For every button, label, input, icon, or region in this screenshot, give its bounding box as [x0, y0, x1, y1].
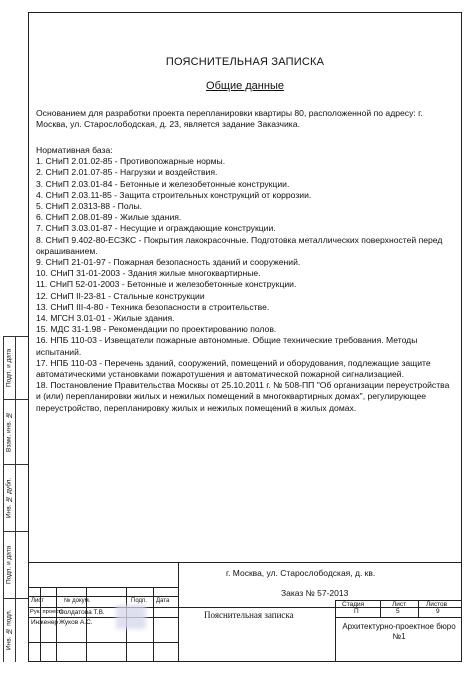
list-item: 9. СНиП 21-01-97 - Пожарная безопасность зданий и сооружений.: [36, 257, 301, 268]
list-item: 6. СНиП 2.08.01-89 - Жилые здания.: [36, 212, 182, 223]
role-project-lead: Рук. проекта: [30, 609, 64, 615]
sidebar-label-dup-inv: Инв. № дубл.: [5, 477, 13, 518]
norms-list: [36, 145, 452, 414]
left-margin-stamp: [3, 336, 28, 662]
list-item: 17. НПБ 110-03 - Перечень зданий, сооружений, помещений и оборудования, подлежащие защите автоматическими установками пожаротушения и автоматической пожарной сигнализацией.: [36, 357, 431, 380]
list-item: 15. МДС 31-1.98 - Рекомендации по проектированию полов.: [36, 324, 277, 335]
stage-value: П: [354, 608, 359, 615]
name-project-lead: Солдатова Т.В.: [59, 609, 105, 616]
col-header-sheet: Лист: [31, 598, 45, 604]
page-title: ПОЯСНИТЕЛЬНАЯ ЗАПИСКА: [165, 56, 325, 68]
list-item: 14. МГСН 3.01-01 - Жилые здания.: [36, 313, 175, 324]
list-item: 4. СНиП 2.03.11-85 - Защита строительных конструкций от коррозии.: [36, 189, 312, 200]
intro-paragraph: Основанием для разработки проекта перепланировки квартиры 80, расположенной по адресу: г. Москва, ул. Старослободская, д. 23, является задание Заказчика.: [36, 108, 423, 130]
list-item: 5. СНиП 2.0313-88 - Полы.: [36, 201, 143, 212]
sidebar-label-replace-inv: Взам. инв. №: [5, 411, 13, 452]
col-header-doc-no: № докум.: [64, 598, 91, 604]
address-line: г. Москва, ул. Старослободская, д. кв.: [226, 568, 376, 578]
list-item: 18. Постановление Правительства Москвы от 25.10.2011 г. № 508-ПП "Об организации переустройства и (или) перепланировки жилых и нежилых помещений в многоквартирных домах", регулирующее переустройство, перепланировку жилых и нежилых помещений в жилых домах.: [36, 380, 450, 413]
sidebar-label-sign-date-1: Подп. и дата: [5, 348, 13, 387]
stage-header: Стадия: [342, 601, 365, 608]
list-item: 12. СНиП II-23-81 - Стальные конструкции: [36, 290, 205, 301]
col-header-sign: Подп.: [131, 598, 147, 604]
sheet-header: Лист: [392, 601, 407, 608]
list-item: 11. СНиП 52-01-2003 - Бетонные и железобетонные конструкции.: [36, 279, 297, 290]
list-item: 10. СНиП 31-01-2003 - Здания жилые многоквартирные.: [36, 268, 261, 279]
document-name: Пояснительная записка: [204, 610, 294, 620]
title-block: [28, 562, 462, 662]
list-item: 1. СНиП 2.01.02-85 - Противопожарные нормы.: [36, 156, 226, 167]
list-item: 7. СНиП 3.03.01-87 - Несущие и ограждающие конструкции.: [36, 223, 276, 234]
col-header-date: Дата: [156, 598, 170, 604]
sidebar-label-orig-inv: Инв. № подл.: [5, 609, 13, 651]
sheet-value: 5: [396, 608, 400, 615]
list-item: 16. НПБ 110-03 - Извещатели пожарные автономные. Общие технические требования. Методы испытаний.: [36, 335, 418, 357]
organization-name: Архитектурно-проектное бюро №1: [342, 622, 456, 641]
order-number: Заказ № 57-2013: [281, 588, 349, 598]
sheets-header: Листов: [426, 601, 448, 608]
list-item: 13. СНиП III-4-80 - Техника безопасности в строительстве.: [36, 301, 270, 312]
list-item: 3. СНиП 2.03.01-84 - Бетонные и железобетонные конструкции.: [36, 178, 290, 189]
sidebar-label-sign-date-2: Подп. и дата: [5, 545, 13, 584]
section-title: Общие данные: [206, 80, 284, 92]
sheets-value: 9: [436, 608, 440, 615]
signature-blur: [116, 605, 146, 629]
name-engineer: Жуков А.С.: [59, 619, 93, 626]
list-item: 2. СНиП 2.01.07-85 - Нагрузки и воздействия.: [36, 167, 218, 178]
role-engineer: Инженер: [31, 619, 59, 626]
norms-heading: Нормативная база:: [36, 145, 113, 155]
list-item: 8. СНиП 9.402-80-ЕСЗКС - Покрытия лакокрасочные. Подготовка металлических поверхностей перед окрашиванием.: [36, 234, 443, 256]
